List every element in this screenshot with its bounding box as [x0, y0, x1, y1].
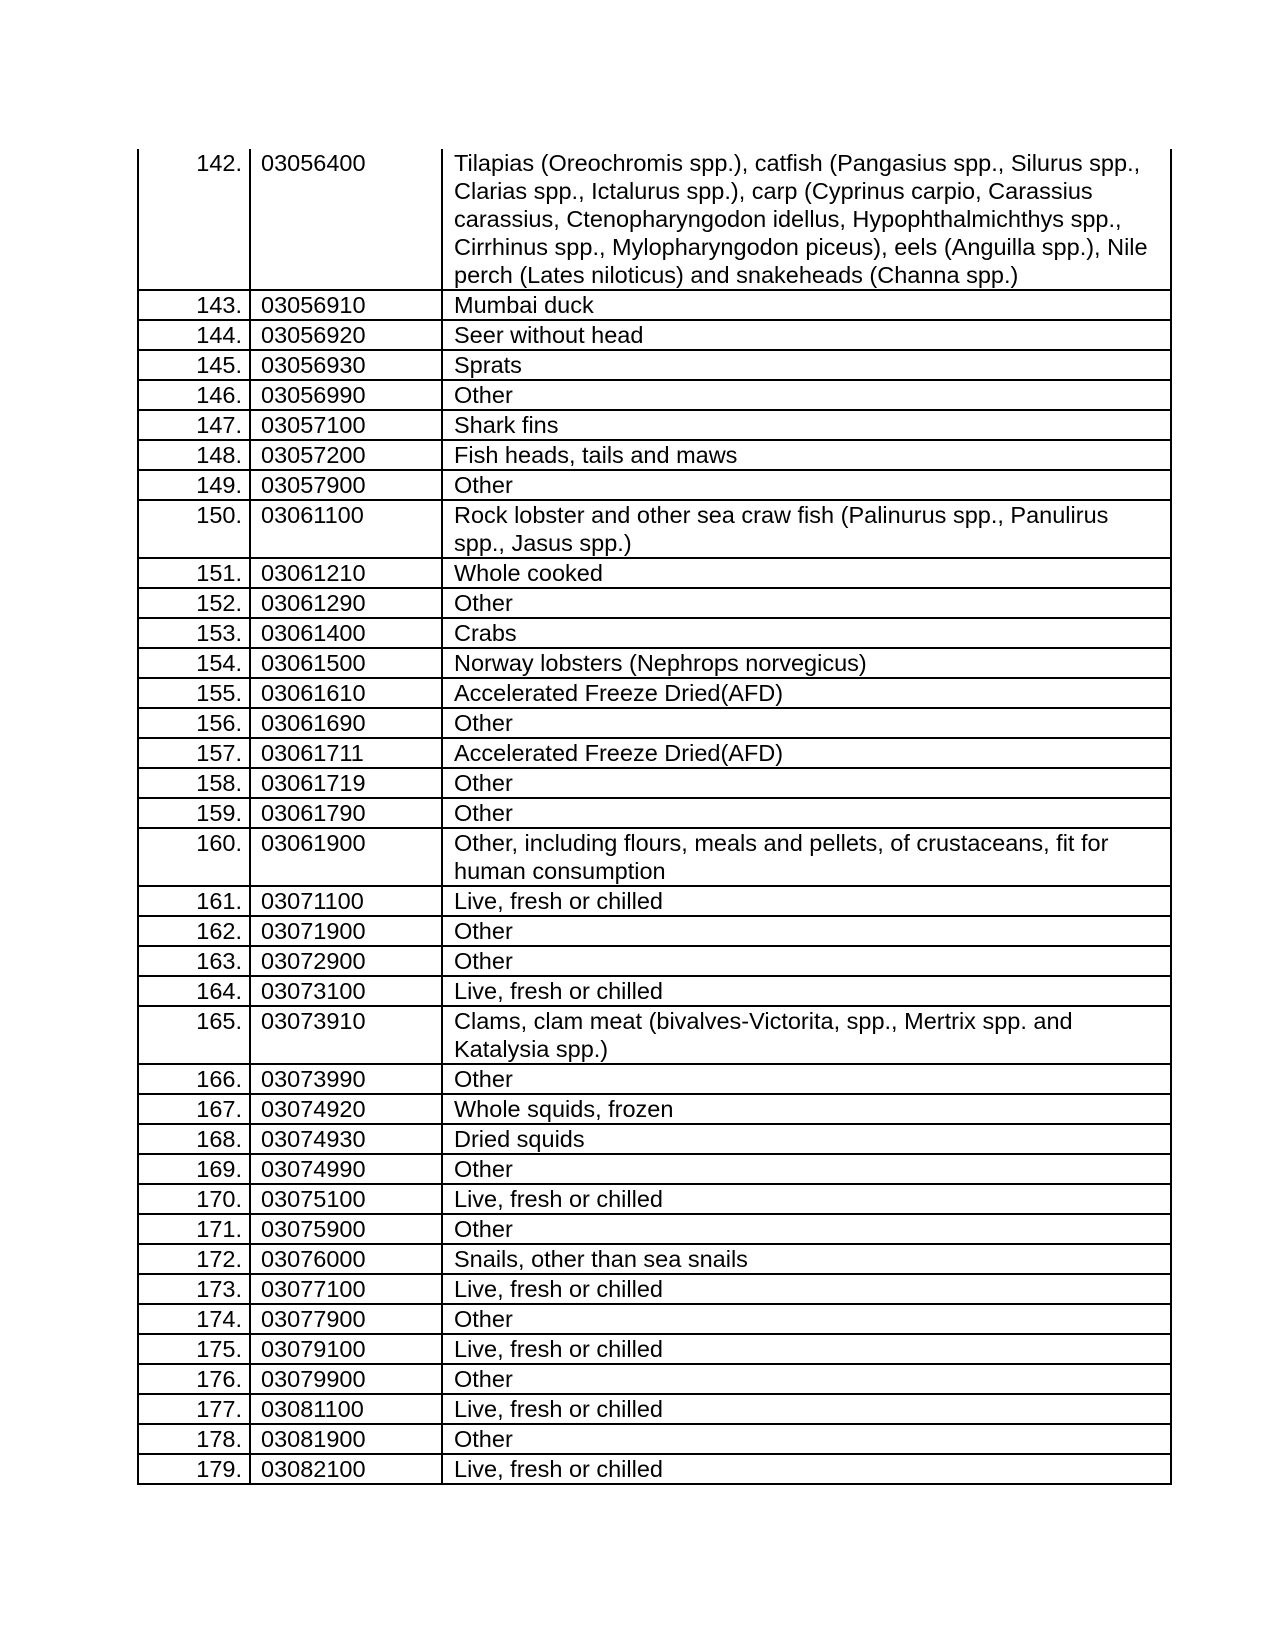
table-row: [138, 1364, 1171, 1394]
table-row: [138, 1244, 1171, 1274]
tariff-code-cell: 03056400: [250, 149, 442, 290]
tariff-code-cell: 03057200: [250, 440, 442, 470]
table-row: [138, 350, 1171, 380]
tariff-code-cell: 03061400: [250, 618, 442, 648]
description-cell: Other: [442, 470, 1171, 500]
table-row: [138, 798, 1171, 828]
description-cell: Clams, clam meat (bivalves-Victorita, spp., Mertrix spp. and Katalysia spp.): [442, 1006, 1171, 1064]
tariff-code-cell: 03061900: [250, 828, 442, 886]
serial-number-cell: 151.: [138, 558, 250, 588]
description-cell: Other: [442, 798, 1171, 828]
table-row: [138, 768, 1171, 798]
tariff-code-cell: 03061290: [250, 588, 442, 618]
description-cell: Shark fins: [442, 410, 1171, 440]
tariff-code-cell: 03061711: [250, 738, 442, 768]
tariff-code-cell: 03071900: [250, 916, 442, 946]
table-row: [138, 828, 1171, 886]
serial-number-cell: 144.: [138, 320, 250, 350]
tariff-code-cell: 03061210: [250, 558, 442, 588]
tariff-code-cell: 03056990: [250, 380, 442, 410]
tariff-code-cell: 03071100: [250, 886, 442, 916]
table-row: [138, 380, 1171, 410]
description-cell: Sprats: [442, 350, 1171, 380]
description-cell: Rock lobster and other sea craw fish (Palinurus spp., Panulirus spp., Jasus spp.): [442, 500, 1171, 558]
tariff-table: [137, 149, 1172, 1485]
description-cell: Fish heads, tails and maws: [442, 440, 1171, 470]
description-cell: Dried squids: [442, 1124, 1171, 1154]
description-cell: Tilapias (Oreochromis spp.), catfish (Pangasius spp., Silurus spp., Clarias spp., Ictalurus spp.), carp (Cyprinus carpio, Carassius carassius, Ctenopharyngodon idellus, Hypophthalmichthys spp., Cirrhinus spp., Mylopharyngodon piceus), eels (Anguilla spp.), Nile perch (Lates niloticus) and snakeheads (Channa spp.): [442, 149, 1171, 290]
description-cell: Other: [442, 1154, 1171, 1184]
description-cell: Norway lobsters (Nephrops norvegicus): [442, 648, 1171, 678]
description-cell: Other, including flours, meals and pellets, of crustaceans, fit for human consumption: [442, 828, 1171, 886]
tariff-code-cell: 03079100: [250, 1334, 442, 1364]
tariff-code-cell: 03081900: [250, 1424, 442, 1454]
tariff-code-cell: 03056910: [250, 290, 442, 320]
table-row: [138, 320, 1171, 350]
table-row: [138, 1064, 1171, 1094]
description-cell: Other: [442, 1214, 1171, 1244]
table-row: [138, 1006, 1171, 1064]
description-cell: Accelerated Freeze Dried(AFD): [442, 678, 1171, 708]
table-row: [138, 440, 1171, 470]
description-cell: Live, fresh or chilled: [442, 886, 1171, 916]
table-row: [138, 588, 1171, 618]
serial-number-cell: 149.: [138, 470, 250, 500]
description-cell: Live, fresh or chilled: [442, 1184, 1171, 1214]
tariff-code-cell: 03073100: [250, 976, 442, 1006]
tariff-code-cell: 03073990: [250, 1064, 442, 1094]
serial-number-cell: 169.: [138, 1154, 250, 1184]
table-row: [138, 946, 1171, 976]
tariff-code-cell: 03081100: [250, 1394, 442, 1424]
serial-number-cell: 165.: [138, 1006, 250, 1064]
description-cell: Live, fresh or chilled: [442, 1274, 1171, 1304]
serial-number-cell: 176.: [138, 1364, 250, 1394]
tariff-code-cell: 03057900: [250, 470, 442, 500]
description-cell: Other: [442, 1304, 1171, 1334]
serial-number-cell: 159.: [138, 798, 250, 828]
table-row: [138, 410, 1171, 440]
serial-number-cell: 142.: [138, 149, 250, 290]
serial-number-cell: 158.: [138, 768, 250, 798]
table-row: [138, 500, 1171, 558]
table-row: [138, 149, 1171, 290]
tariff-code-cell: 03075100: [250, 1184, 442, 1214]
serial-number-cell: 148.: [138, 440, 250, 470]
description-cell: Seer without head: [442, 320, 1171, 350]
table-row: [138, 648, 1171, 678]
tariff-code-cell: 03057100: [250, 410, 442, 440]
table-row: [138, 678, 1171, 708]
tariff-code-cell: 03074920: [250, 1094, 442, 1124]
serial-number-cell: 153.: [138, 618, 250, 648]
table-row: [138, 1124, 1171, 1154]
serial-number-cell: 150.: [138, 500, 250, 558]
tariff-code-cell: 03077100: [250, 1274, 442, 1304]
serial-number-cell: 155.: [138, 678, 250, 708]
description-cell: Other: [442, 708, 1171, 738]
description-cell: Whole cooked: [442, 558, 1171, 588]
serial-number-cell: 170.: [138, 1184, 250, 1214]
table-row: [138, 1154, 1171, 1184]
serial-number-cell: 178.: [138, 1424, 250, 1454]
serial-number-cell: 177.: [138, 1394, 250, 1424]
table-row: [138, 1334, 1171, 1364]
serial-number-cell: 168.: [138, 1124, 250, 1154]
tariff-code-cell: 03061100: [250, 500, 442, 558]
serial-number-cell: 152.: [138, 588, 250, 618]
tariff-code-cell: 03056920: [250, 320, 442, 350]
serial-number-cell: 167.: [138, 1094, 250, 1124]
description-cell: Other: [442, 1424, 1171, 1454]
serial-number-cell: 143.: [138, 290, 250, 320]
tariff-code-cell: 03077900: [250, 1304, 442, 1334]
description-cell: Other: [442, 916, 1171, 946]
tariff-code-cell: 03061719: [250, 768, 442, 798]
description-cell: Live, fresh or chilled: [442, 976, 1171, 1006]
table-row: [138, 916, 1171, 946]
serial-number-cell: 175.: [138, 1334, 250, 1364]
tariff-code-cell: 03061500: [250, 648, 442, 678]
table-row: [138, 470, 1171, 500]
serial-number-cell: 146.: [138, 380, 250, 410]
serial-number-cell: 179.: [138, 1454, 250, 1484]
description-cell: Snails, other than sea snails: [442, 1244, 1171, 1274]
table-row: [138, 1454, 1171, 1484]
table-row: [138, 1214, 1171, 1244]
serial-number-cell: 171.: [138, 1214, 250, 1244]
tariff-code-cell: 03074990: [250, 1154, 442, 1184]
table-row: [138, 1094, 1171, 1124]
description-cell: Mumbai duck: [442, 290, 1171, 320]
description-cell: Whole squids, frozen: [442, 1094, 1171, 1124]
table-row: [138, 1274, 1171, 1304]
tariff-code-cell: 03073910: [250, 1006, 442, 1064]
serial-number-cell: 147.: [138, 410, 250, 440]
serial-number-cell: 173.: [138, 1274, 250, 1304]
description-cell: Other: [442, 588, 1171, 618]
tariff-code-cell: 03061690: [250, 708, 442, 738]
description-cell: Live, fresh or chilled: [442, 1394, 1171, 1424]
tariff-table-body: [138, 149, 1171, 1484]
serial-number-cell: 154.: [138, 648, 250, 678]
table-row: [138, 558, 1171, 588]
table-row: [138, 1304, 1171, 1334]
tariff-code-cell: 03074930: [250, 1124, 442, 1154]
description-cell: Crabs: [442, 618, 1171, 648]
serial-number-cell: 172.: [138, 1244, 250, 1274]
table-row: [138, 886, 1171, 916]
table-row: [138, 708, 1171, 738]
description-cell: Other: [442, 1364, 1171, 1394]
table-row: [138, 738, 1171, 768]
serial-number-cell: 145.: [138, 350, 250, 380]
table-row: [138, 976, 1171, 1006]
description-cell: Live, fresh or chilled: [442, 1454, 1171, 1484]
tariff-code-cell: 03061610: [250, 678, 442, 708]
description-cell: Other: [442, 946, 1171, 976]
description-cell: Other: [442, 768, 1171, 798]
tariff-code-cell: 03076000: [250, 1244, 442, 1274]
table-row: [138, 1184, 1171, 1214]
description-cell: Accelerated Freeze Dried(AFD): [442, 738, 1171, 768]
serial-number-cell: 161.: [138, 886, 250, 916]
serial-number-cell: 163.: [138, 946, 250, 976]
table-row: [138, 290, 1171, 320]
tariff-code-cell: 03075900: [250, 1214, 442, 1244]
description-cell: Other: [442, 380, 1171, 410]
tariff-code-cell: 03061790: [250, 798, 442, 828]
serial-number-cell: 174.: [138, 1304, 250, 1334]
serial-number-cell: 157.: [138, 738, 250, 768]
table-row: [138, 618, 1171, 648]
tariff-code-cell: 03072900: [250, 946, 442, 976]
table-row: [138, 1394, 1171, 1424]
serial-number-cell: 162.: [138, 916, 250, 946]
serial-number-cell: 160.: [138, 828, 250, 886]
description-cell: Other: [442, 1064, 1171, 1094]
table-row: [138, 1424, 1171, 1454]
tariff-code-cell: 03079900: [250, 1364, 442, 1394]
serial-number-cell: 156.: [138, 708, 250, 738]
serial-number-cell: 164.: [138, 976, 250, 1006]
tariff-code-cell: 03082100: [250, 1454, 442, 1484]
serial-number-cell: 166.: [138, 1064, 250, 1094]
description-cell: Live, fresh or chilled: [442, 1334, 1171, 1364]
tariff-code-cell: 03056930: [250, 350, 442, 380]
